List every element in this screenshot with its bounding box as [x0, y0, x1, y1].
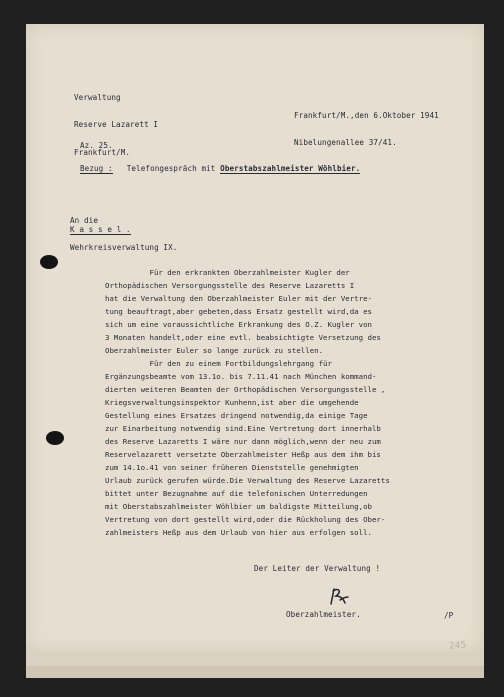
- recipient-city: [70, 226, 131, 234]
- handwritten-signature: [327, 586, 351, 608]
- body-line: Für den erkrankten Oberzahlmeister Kugler der: [105, 268, 350, 277]
- subject-person: Oberstabszahlmeister Wöhlbier.: [220, 164, 361, 173]
- scan-strip: [26, 666, 484, 678]
- body-line: Oberzahlmeister Euler so lange zurück zu stellen.: [105, 346, 324, 355]
- place-date-line: Frankfurt/M.,den 6.Oktober 1941: [294, 111, 439, 121]
- body-line: zum 14.1o.41 von seiner früheren Dienststelle genehmigten: [105, 463, 359, 472]
- sender-line: Frankfurt/M.: [74, 147, 131, 157]
- recipient-city-text: K a s s e l .: [70, 225, 131, 234]
- body-line: zur Einarbeitung notwendig sind.Eine Vertretung dort innerhalb: [105, 424, 381, 433]
- reference-number: Az. 25.: [80, 141, 113, 150]
- body-line: mit Oberstabszahlmeister Wöhlbier um baldigste Mitteilung,ob: [105, 502, 372, 511]
- recipient-line: Wehrkreisverwaltung IX.: [70, 243, 178, 253]
- recipient-line: An die: [70, 216, 99, 226]
- place-date-block: [294, 97, 439, 159]
- body-line: tung beauftragt,aber gebeten,dass Ersatz gestellt wird,da es: [105, 307, 372, 316]
- subject-text: Telefongespräch mit: [126, 164, 221, 173]
- body-line: Orthopädischen Versorgungsstelle des Reserve Lazaretts I: [105, 281, 355, 290]
- body-line: Für den zu einem Fortbildungslehrgang für: [105, 359, 332, 368]
- subject-line: [80, 165, 360, 173]
- page-edge: [26, 652, 484, 666]
- body-line: dierten weiteren Beamten der Orthopädischen Versorgungsstelle ,: [105, 385, 386, 394]
- address-line: Nibelungenallee 37/41.: [294, 138, 397, 148]
- closing-line: Der Leiter der Verwaltung !: [254, 564, 381, 573]
- body-line: Ergänzungsbeamte vom 13.1o. bis 7.11.41 nach München kommand-: [105, 372, 377, 381]
- body-line: Urlaub zurück gerufen würde.Die Verwaltung des Reserve Lazaretts: [105, 476, 390, 485]
- body-line: zahlmeisters Heßp aus dem Urlaub von hier aus erfolgen soll.: [105, 528, 372, 537]
- body-line: des Reserve Lazaretts I wäre nur dann möglich,wenn der neu zum: [105, 437, 381, 446]
- sender-line: Reserve Lazarett I: [74, 120, 159, 130]
- sender-line: Verwaltung: [74, 93, 121, 103]
- body-line: 3 Monaten handelt,oder eine evtl. beabsichtigte Versetzung des: [105, 333, 381, 342]
- punch-hole-bottom: [46, 431, 64, 445]
- body-line: Kriegsverwaltungsinspektor Kunhenn,ist aber die umgehende: [105, 398, 359, 407]
- body-line: hat die Verwaltung den Oberzahlmeister Euler mit der Vertre-: [105, 294, 372, 303]
- punch-hole-top: [40, 255, 58, 269]
- sender-block: [74, 79, 158, 168]
- body-line: sich um eine voraussichtliche Erkrankung des O.Z. Kugler von: [105, 320, 372, 329]
- typist-initials: /P: [444, 611, 454, 620]
- body-line: Reservelazarett versetzte Oberzahlmeister Heßp aus dem ihm bis: [105, 450, 381, 459]
- body-line: Gestellung eines Ersatzes dringend notwendig,da einige Tage: [105, 411, 368, 420]
- pencil-folio-number: 245: [448, 640, 467, 652]
- body-line: Vertretung von dort gestellt wird,oder die Rückholung des Ober-: [105, 515, 386, 524]
- signer-title: Oberzahlmeister.: [286, 610, 361, 619]
- subject-label: Bezug :: [80, 164, 113, 173]
- body-line: bittet unter Bezugnahme auf die telefonischen Unterredungen: [105, 489, 368, 498]
